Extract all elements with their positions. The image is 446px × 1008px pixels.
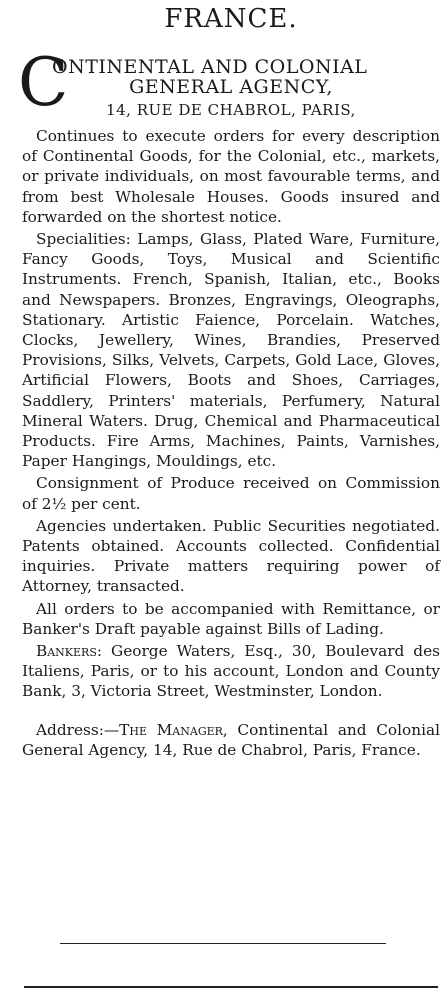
agency-title-block (18, 44, 440, 126)
agencies-paragraph: Agencies undertaken. Public Securities negotiated. Patents obtained. Accounts collected. Confidential inquiries. Private matters requiring power of Attorney, transacted. (22, 516, 440, 596)
manager-label: The Manager, (119, 720, 228, 739)
bankers-label: Bankers: (36, 642, 103, 661)
divider-rule (60, 943, 386, 944)
agency-address: 14, RUE DE CHABROL, PARIS, (106, 101, 356, 119)
orders-paragraph: All orders to be accompanied with Remittance, or Banker's Draft payable against Bills of Lading. (22, 599, 440, 638)
section-heading: FRANCE. (164, 4, 298, 34)
consignment-paragraph: Consignment of Produce received on Commission of 2½ per cent. (22, 474, 440, 513)
specialities-paragraph: Specialities: Lamps, Glass, Plated Ware, Furniture, Fancy Goods, Toys, Musical and Scientific Instruments. French, Spanish, Italian, etc., Books and Newspapers. Bronzes, Engravings, Oleographs, Stationary. Artistic Faience, Porcelain. Watches, Clocks, Jewellery, Wines, Brandies, Preserved Provisions, Silks, Velvets, Carpets, Gold Lace, Gloves, Artificial Flowers, Boots and Shoes, Carriages, Saddlery, Printers' materials, Perfumery, Natural Mineral Waters. Drug, Chemical and Pharmaceutical Products. Fire Arms, Machines, Paints, Varnishes, Paper Hangings, Mouldings, etc. (22, 230, 440, 471)
agency-title-line-2: GENERAL AGENCY, (129, 76, 333, 98)
bottom-rule (24, 986, 438, 988)
bankers-paragraph (22, 641, 440, 702)
address-text: Continental and Colonial General Agency, 14, Rue de Chabrol, Paris, France. (22, 720, 441, 759)
address-lead: Address:— (36, 720, 120, 739)
drop-cap: C (18, 44, 69, 121)
address-paragraph (22, 720, 440, 760)
intro-paragraph: Continues to execute orders for every description of Continental Goods, for the Colonial, etc., markets, or private individuals, on most favourable terms, and from best Wholesale Houses. Goods insured and forwarded on the shortest notice. (22, 127, 440, 226)
agency-title-line-1: ONTINENTAL AND COLONIAL (52, 56, 368, 78)
bankers-text: George Waters, Esq., 30, Boulevard des Italiens, Paris, or to his account, London and County Bank, 3, Victoria Street, Westminster, London. (22, 642, 440, 701)
